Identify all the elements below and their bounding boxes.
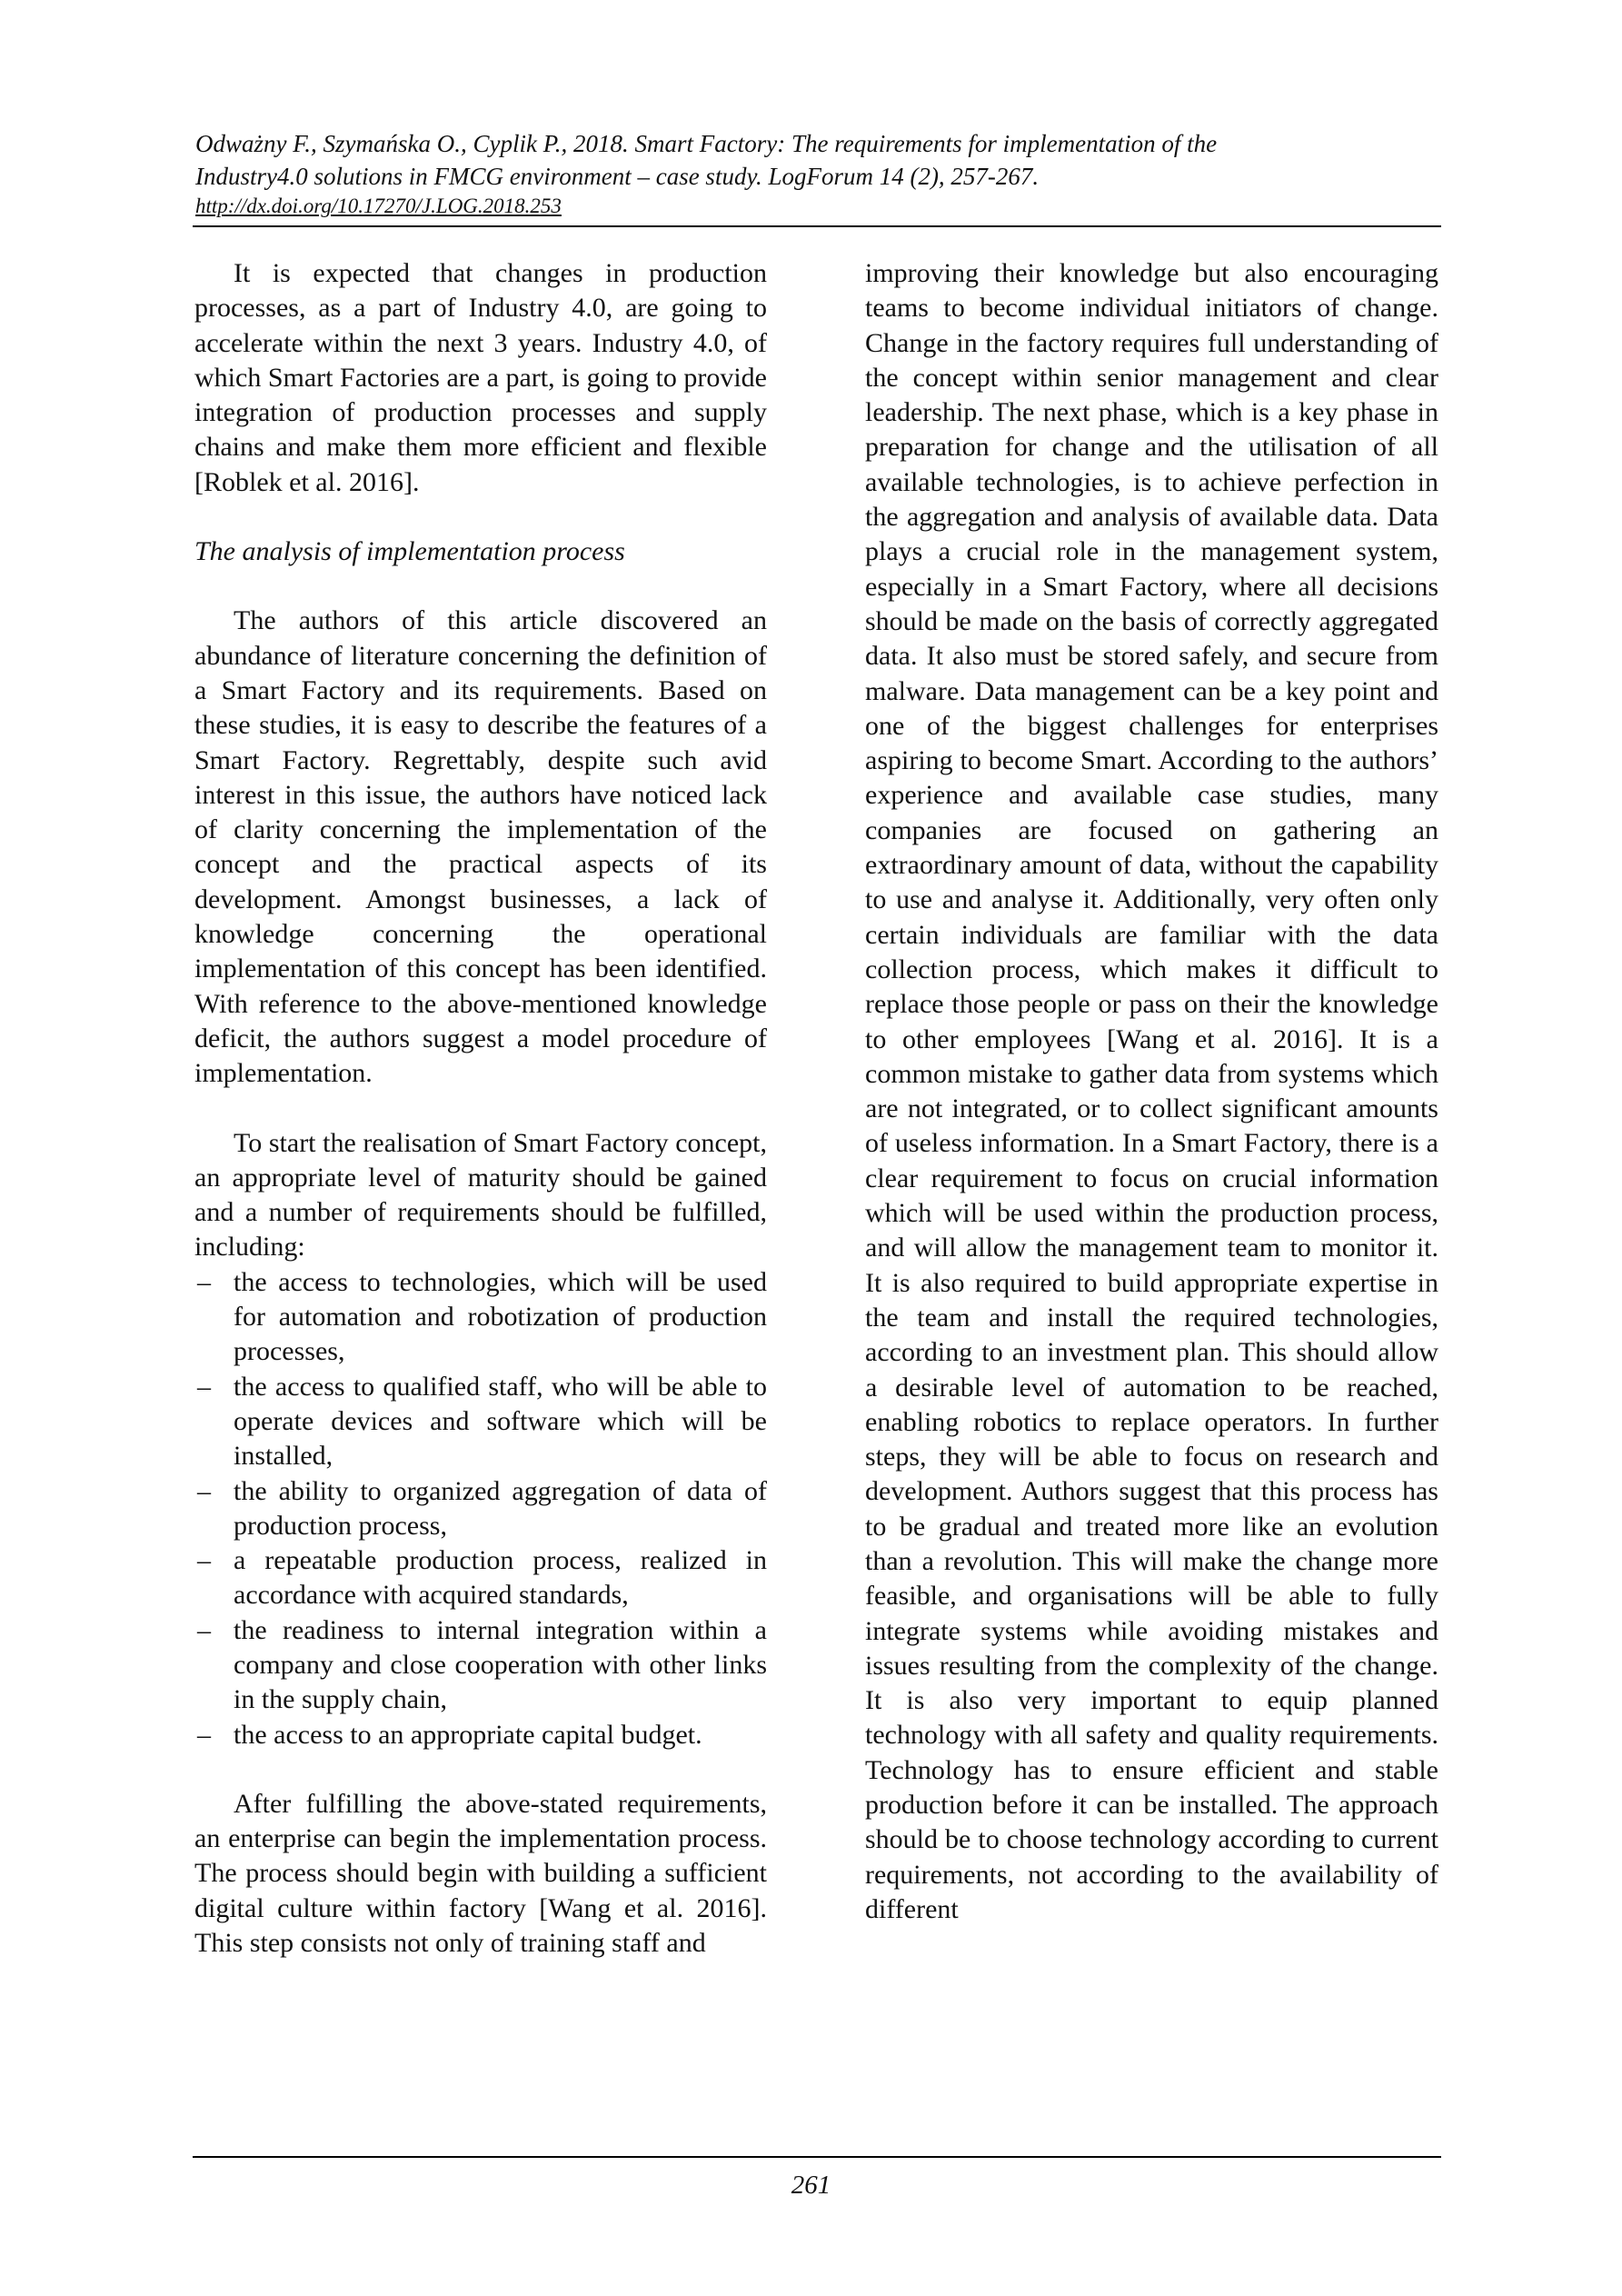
list-item-text: the ability to organized aggregation of data of production process, — [234, 1475, 767, 1541]
dash-bullet: – — [197, 1719, 211, 1750]
list-item — [194, 1265, 767, 1370]
left-paragraph-2: The authors of this article discovered an abundance of literature concerning the definition of a Smart Factory and its requirements. Based on these studies, it is easy to describe the features of a Smart Factory. Regrettably, despite such avid interest in this issue, the authors have noticed lack of clarity concerning the implementation of the concept and the practical aspects of its development. Amongst businesses, a lack of knowledge concerning the operational implementation of this concept has been identified. With reference to the above-mentioned knowledge deficit, the authors suggest a model procedure of implementation. — [194, 605, 767, 1089]
left-paragraph-4: After fulfilling the above-stated requirements, an enterprise can begin the implementation process. The process should begin with building a sufficient digital culture within factory [Wang et al. 2016]. This step consists not only of training staff and — [194, 1788, 767, 1959]
list-item-text: the readiness to internal integration within a company and close cooperation with other links in the supply chain, — [234, 1614, 767, 1715]
list-item-text: the access to qualified staff, who will be able to operate devices and software which will be installed, — [234, 1371, 767, 1472]
left-paragraph-3: To start the realisation of Smart Factory concept, an appropriate level of maturity should be gained and a number of requirements should be fulfilled, including: — [194, 1127, 767, 1263]
left-paragraph-1: It is expected that changes in production processes, as a part of Industry 4.0, are going to accelerate within the next 3 years. Industry 4.0, of which Smart Factories are a part, is going to provide integration of production processes and supply chains and make them more efficient and flexible [Roblek et al. 2016]. — [194, 258, 767, 497]
right-paragraph-1: improving their knowledge but also encouraging teams to become individual initiators of change. Change in the factory requires full understanding of the concept within senior management and clear leadership. The next phase, which is a key phase in preparation for change and the utilisation of all available technologies, is to achieve perfection in the aggregation and analysis of available data. Data plays a crucial role in the management system, especially in a Smart Factory, where all decisions should be made on the basis of correctly aggregated data. It also must be stored safely, and secure from malware. Data management can be a key point and one of the biggest challenges for enterprises aspiring to become Smart. According to the authors’ experience and available case studies, many companies are focused on gathering an extraordinary amount of data, without the capability to use and analyse it. Additionally, very often only certain individuals are familiar with the data collection process, which makes it difficult to replace those people or pass on their the knowledge to other employees [Wang et al. 2016]. It is a common mistake to gather data from systems which are not integrated, or to collect significant amounts of useless information. In a Smart Factory, there is a clear requirement to focus on crucial information which will be used within the production process, and will allow the management team to monitor it. It is also required to build appropriate expertise in the team and install the required technologies, according to an investment plan. This should allow a desirable level of automation to be reached, enabling robotics to replace operators. In further steps, they will be able to focus on research and development. Authors suggest that this process has to be gradual and treated more like an evolution than a revolution. This will make the change more feasible, and organisations will be able to fully integrate systems while avoiding mistakes and issues resulting from the complexity of the change. It is also very important to equip planned technology with all safety and quality requirements. Technology has to ensure efficient and stable production before it can be installed. The approach should be to choose technology according to current requirements, not according to the availability of different — [865, 258, 1438, 1924]
page-number: 261 — [791, 2171, 831, 2200]
list-item — [194, 1370, 767, 1474]
citation-line-1: Odważny F., Szymańska O., Cyplik P., 2018. Smart Factory: The requirements for implementation of the — [195, 130, 1218, 157]
dash-bullet: – — [197, 1614, 211, 1645]
requirements-list — [194, 1265, 767, 1752]
list-item-text: the access to technologies, which will be used for automation and robotization of production processes, — [234, 1266, 767, 1367]
running-header — [195, 127, 1440, 220]
list-item — [194, 1613, 767, 1718]
section-title: The analysis of implementation process — [194, 536, 625, 567]
list-item-text: the access to an appropriate capital budget. — [234, 1719, 702, 1750]
left-column — [194, 256, 767, 1961]
dash-bullet: – — [197, 1545, 211, 1576]
header-divider — [193, 225, 1441, 227]
footer-divider — [193, 2156, 1441, 2158]
citation-line-2: Industry4.0 solutions in FMCG environment – case study. LogForum 14 (2), 257-267. — [195, 163, 1040, 190]
list-item — [194, 1474, 767, 1544]
list-item-text: a repeatable production process, realized in accordance with acquired standards, — [234, 1545, 767, 1611]
list-item — [194, 1543, 767, 1613]
dash-bullet: – — [197, 1266, 211, 1297]
dash-bullet: – — [197, 1371, 211, 1402]
list-item — [194, 1718, 767, 1752]
right-column — [865, 256, 1438, 1927]
dash-bullet: – — [197, 1475, 211, 1506]
doi-link[interactable]: http://dx.doi.org/10.17270/J.LOG.2018.253 — [195, 195, 562, 217]
